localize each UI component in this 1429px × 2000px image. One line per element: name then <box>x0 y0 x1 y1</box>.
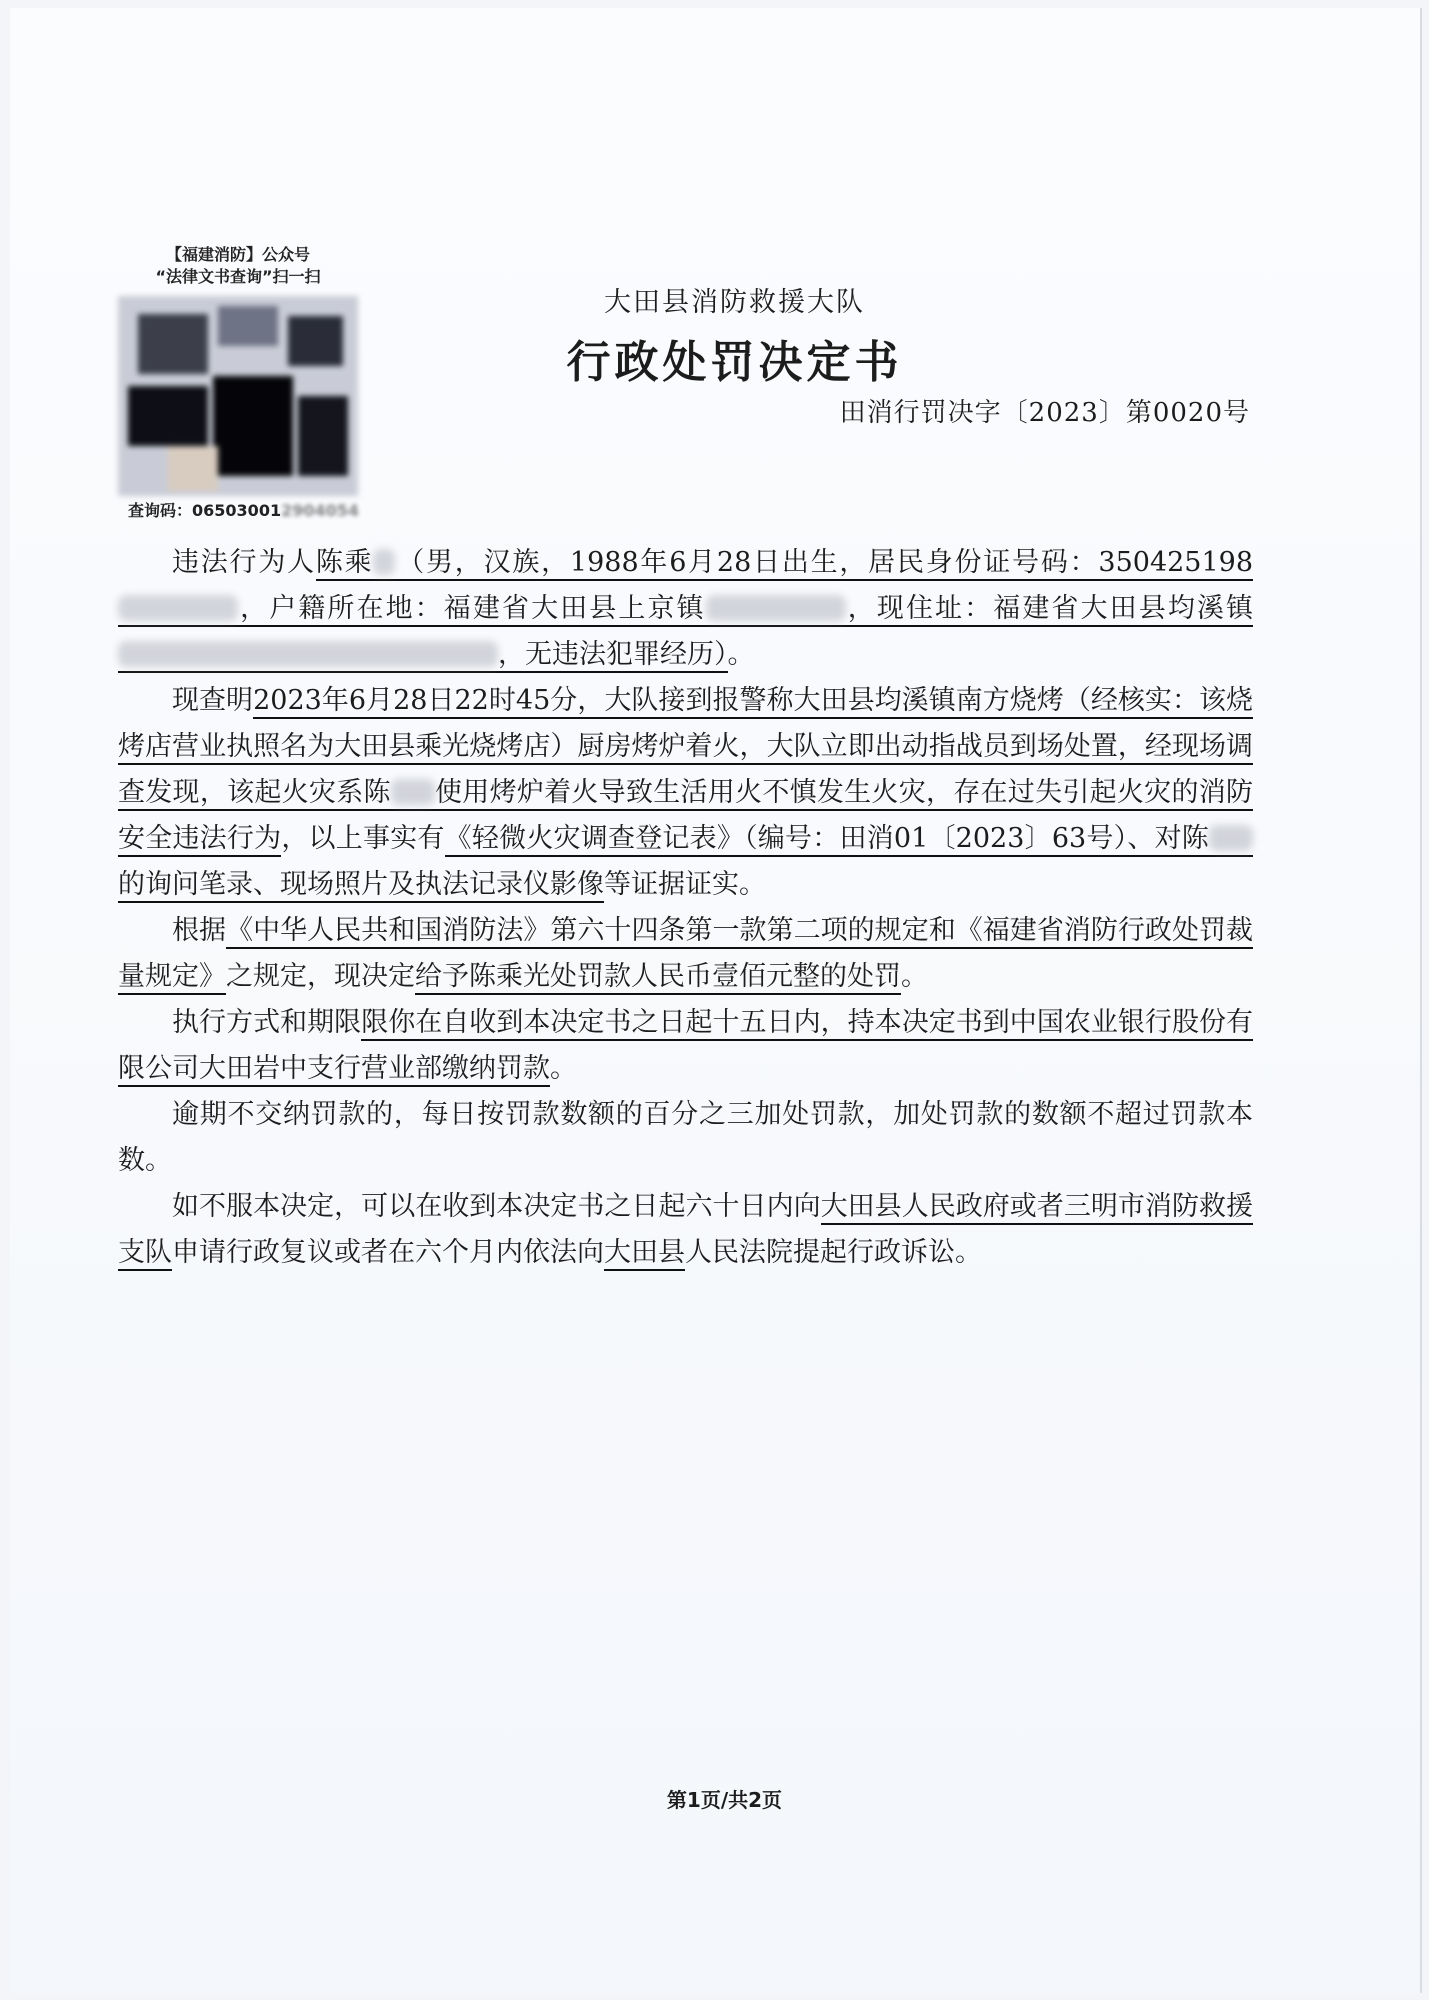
p1-end: 。 <box>727 639 755 670</box>
page-number: 第1页/共2页 <box>666 1788 783 1812</box>
document-sheet <box>10 8 1422 1993</box>
document-body <box>118 540 1253 1276</box>
query-code-label: 查询码： <box>128 501 193 520</box>
paragraph-late-fee: 逾期不交纳罚款的，每日按罚款数额的百分之三加处罚款，加处罚款的数额不超过罚款本数。 <box>118 1099 1253 1176</box>
offender-name: 陈乘 <box>315 547 374 578</box>
document-title: 行政处罚决定书 <box>566 337 903 388</box>
review-body: 大田县人民政府或者三明市消防救援支队 <box>118 1191 1253 1271</box>
p6-lead: 如不服本决定，可以在收到本决定书之日起六十日内向 <box>172 1191 821 1222</box>
paragraph-appeal <box>118 1184 1253 1276</box>
p3-lead: 根据 <box>172 915 227 946</box>
offender-record: ，无违法犯罪经历） <box>498 639 728 670</box>
p2-end: 等证据证实。 <box>604 869 766 900</box>
redaction-mask <box>706 595 846 621</box>
legal-basis: 《中华人民共和国消防法》第六十四条第一款第二项的规定和《福建省消防行政处罚裁量规定》 <box>118 915 1253 995</box>
query-code <box>128 498 359 521</box>
offender-details: （男，汉族，1988年6月28日出生，居民身份证号码： <box>395 547 1099 578</box>
paragraph-offender <box>118 540 1253 678</box>
p1-lead: 违法行为人 <box>172 547 316 578</box>
offender-id-prefix: 350425198 <box>1098 547 1254 578</box>
p4-lead: 执行方式和期限 <box>172 1007 362 1038</box>
issuing-agency: 大田县消防救援大队 <box>604 287 865 318</box>
redaction-mask <box>118 641 498 667</box>
evidence-part-2: 的询问笔录、现场照片及执法记录仪影像 <box>118 869 604 900</box>
evidence-part-1: 《轻微火灾调查登记表》（编号：田消01〔2023〕63号）、对陈 <box>444 823 1210 854</box>
p2-mid: ，以上事实有 <box>281 823 445 854</box>
query-code-obscured: 2904054 <box>281 501 360 520</box>
document-number: 田消行罚决字〔2023〕第0020号 <box>839 398 1250 428</box>
offender-residence: ，现住址：福建省大田县均溪镇 <box>845 593 1254 624</box>
qr-caption-line2: “法律文书查询”扫一扫 <box>155 267 321 286</box>
query-code-visible: 06503001 <box>192 501 282 520</box>
redaction-mask <box>391 779 435 805</box>
p4-end: 。 <box>550 1053 577 1084</box>
redaction-mask <box>118 595 238 621</box>
court-name: 大田县 <box>604 1237 685 1271</box>
p6-mid: 申请行政复议或者在六个月内依法向 <box>172 1237 604 1268</box>
paragraph-facts <box>118 678 1253 908</box>
p3-mid: 之规定，现决定 <box>226 961 415 992</box>
fact-part-1: 2023年6月28日22时45分，大队接到报警称大田县均溪镇南方烧烤（经核实：该烧烤店营业执照名为大田县乘光烧烤店）厨房烤炉着火，大队立即出动指战员到场处置，经现场调查发现，该起火灾系陈 <box>118 685 1254 808</box>
p6-end: 人民法院提起行政诉讼。 <box>685 1237 982 1268</box>
redaction-mask <box>373 549 395 575</box>
paragraph-basis <box>118 908 1253 1000</box>
paragraph-execution <box>118 1000 1253 1092</box>
fact-part-2: 使用烤炉着火导致生活用火不慎发生火灾，存在过失引起火灾的消防安全违法行为 <box>118 777 1253 854</box>
redaction-mask <box>1209 825 1253 851</box>
offender-household: ，户籍所在地：福建省大田县上京镇 <box>238 593 706 624</box>
penalty-decision: 给予陈乘光处罚款人民币壹佰元整的处罚 <box>415 961 901 995</box>
p2-lead: 现查明 <box>172 685 254 716</box>
payment-terms: 限你在自收到本决定书之日起十五日内，持本决定书到中国农业银行股份有限公司大田岩中支行营业部缴纳罚款 <box>118 1007 1253 1087</box>
qr-caption-line1: 【福建消防】公众号 <box>165 245 310 264</box>
p3-end: 。 <box>901 961 928 992</box>
